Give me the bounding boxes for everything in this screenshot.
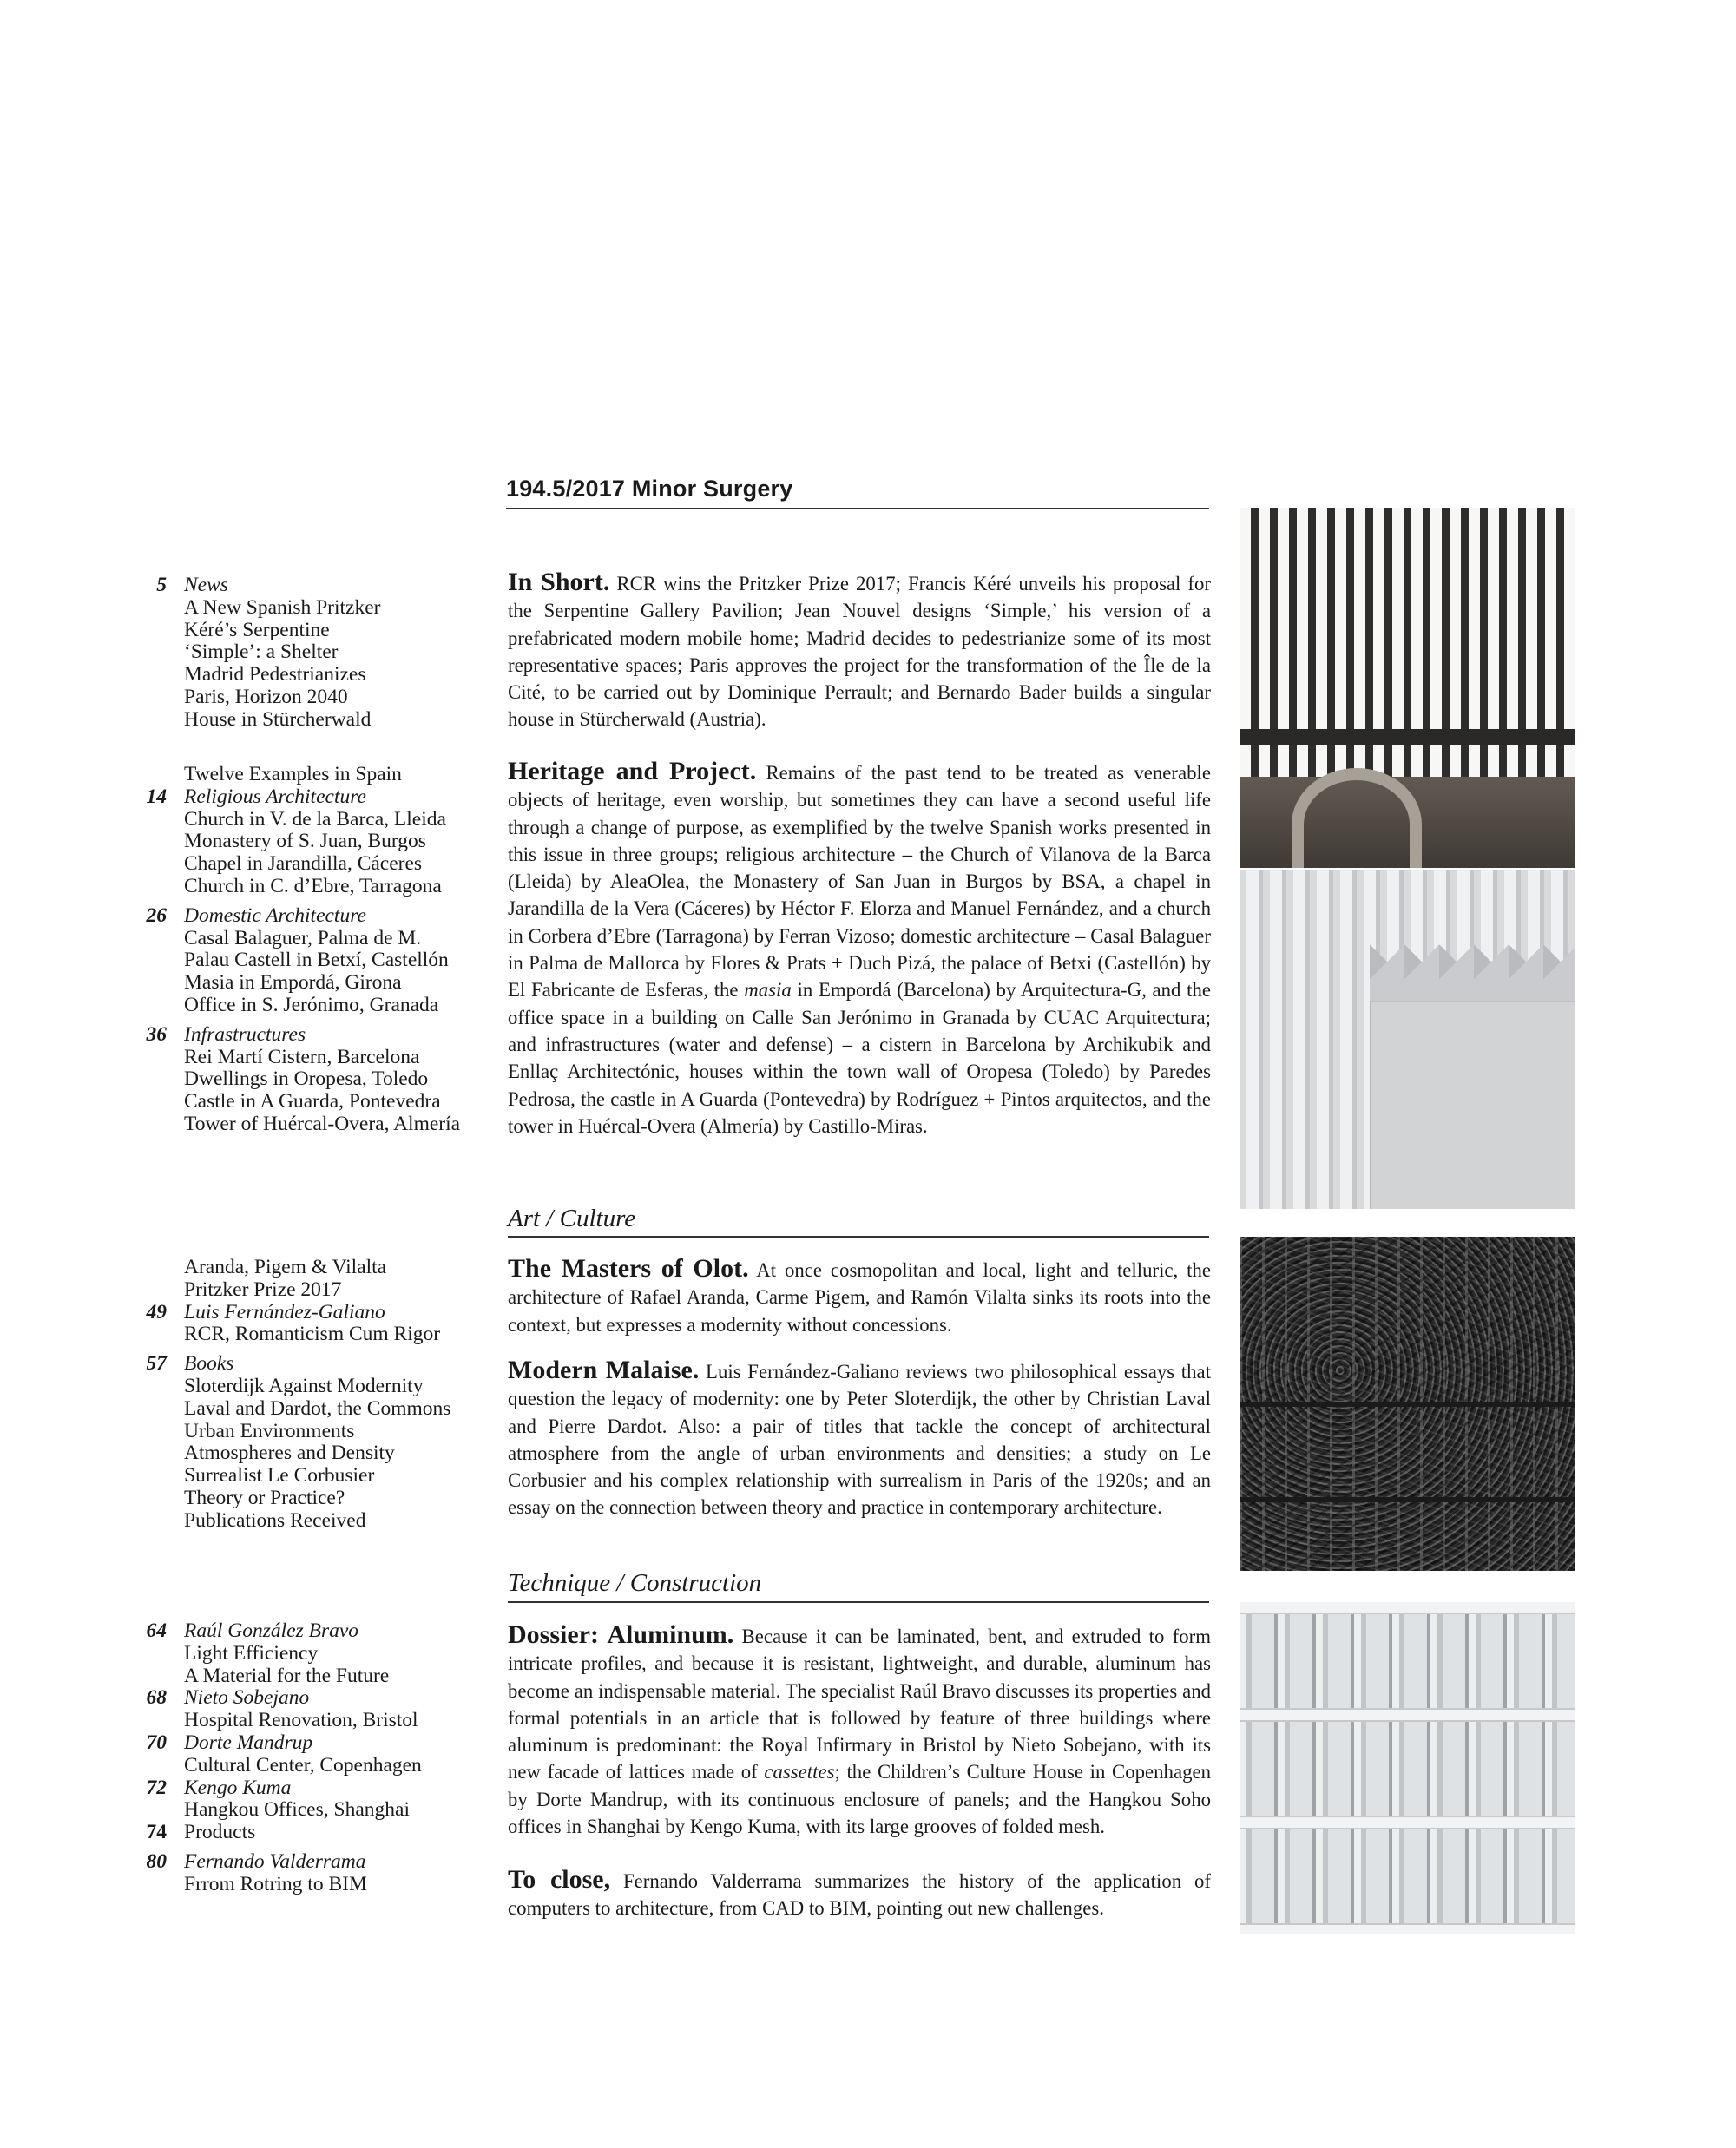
toc-entry-text: Madrid Pedestrianizes xyxy=(184,663,366,686)
toc-entry xyxy=(122,853,503,876)
toc-entry-text: Tower of Huércal-Overa, Almería xyxy=(184,1112,461,1135)
toc-entry xyxy=(122,1353,503,1376)
toc-entry-text: A Material for the Future xyxy=(184,1664,390,1687)
toc-entry-text: Dwellings in Oropesa, Toledo xyxy=(184,1067,429,1091)
paragraph-to-close xyxy=(508,1866,1211,1922)
paragraph-body: in Empordá (Barcelona) by Arquitectura-G, and the office space in a building on Calle San Jerónimo in Granada by CUAC Arquitectura; and infrastructures (water and defense) – a cistern in Barcelona by Archikubik and Enllaç Architectónic, houses within the town wall of Oropesa (Toledo) by Paredes Pedrosa, the castle in A Guarda (Pontevedra) by Rodríguez + Pintos arquitectos, and the tower in Huércal-Overa (Almería) by Castillo-Miras. xyxy=(508,979,1211,1137)
toc-page-number: 57 xyxy=(146,1352,167,1376)
toc-entry-text: Infrastructures xyxy=(184,1022,306,1046)
toc-page-number: 49 xyxy=(146,1300,167,1324)
toc-entry-text: Paris, Horizon 2040 xyxy=(184,685,348,708)
paragraph-emphasis: masia xyxy=(744,979,792,1002)
toc-entry xyxy=(122,1732,503,1755)
photo-pleated-facade xyxy=(1240,870,1575,1209)
toc-entry xyxy=(122,1257,503,1279)
toc-entry-text: Fernando Valderrama xyxy=(184,1849,366,1873)
toc-entry xyxy=(122,809,503,831)
toc-entry xyxy=(122,1777,503,1800)
toc-entry-text: Palau Castell in Betxí, Castellón xyxy=(184,949,449,972)
toc-page-number: 26 xyxy=(146,903,167,927)
toc-entry-text: A New Spanish Pritzker xyxy=(184,595,381,619)
issue-title: 194.5/2017 Minor Surgery xyxy=(506,476,793,502)
toc-entry xyxy=(122,1068,503,1091)
photo-horizontal-bar xyxy=(1240,1497,1575,1502)
toc-entry-text: Urban Environments xyxy=(184,1419,355,1442)
toc-entry xyxy=(122,949,503,972)
toc-entry-text: Hospital Renovation, Bristol xyxy=(184,1709,418,1732)
toc-page-number: 36 xyxy=(146,1022,167,1046)
toc-entry xyxy=(122,786,503,809)
toc-entry xyxy=(122,1047,503,1069)
toc-entry-text: Light Efficiency xyxy=(184,1641,319,1665)
toc-entry-text: Atmospheres and Density xyxy=(184,1442,395,1465)
toc-entry xyxy=(122,641,503,664)
toc-entry-text: Publications Received xyxy=(184,1508,366,1532)
toc-entry xyxy=(122,905,503,928)
paragraph-body: Because it can be laminated, bent, and extruded to form intricate profiles, and because it is resistant, lightweight, and durable, aluminum has become an indispensable material. The specialist Raúl Bravo discusses its properties and formal potentials in an article that is followed by feature of three buildings where aluminum is predominant: the Royal Infirmary in Bristol by Nieto Sobejano, with its new facade of lattices made of xyxy=(508,1626,1211,1783)
toc-page-number: 5 xyxy=(156,574,167,596)
paragraph-body: Luis Fernández-Galiano reviews two philosophical essays that question the legacy of modernity: one by Peter Sloterdijk, the other by Christian Laval and Pierre Dardot. Also: a pair of titles that tackle the concept of architectural atmosphere from the angle of urban environments and densities; a study on Le Corbusier and his complex relationship with surrealism in Paris of the 1920s; and an essay on the connection between theory and practice in contemporary architecture. xyxy=(508,1361,1211,1519)
paragraph-lead: Heritage and Project. xyxy=(508,757,757,785)
paragraph-lead: In Short. xyxy=(508,568,610,596)
toc-entry-text: Office in S. Jerónimo, Granada xyxy=(184,993,439,1016)
paragraph-masters xyxy=(508,1255,1211,1338)
toc-entry xyxy=(122,1113,503,1136)
toc-entry-text: Chapel in Jarandilla, Cáceres xyxy=(184,852,423,876)
section-rule xyxy=(508,1601,1209,1603)
toc-entry-text: Pritzker Prize 2017 xyxy=(184,1278,342,1301)
toc-entry xyxy=(122,597,503,620)
toc-entry xyxy=(122,764,503,786)
toc-entry xyxy=(122,709,503,732)
toc-entry xyxy=(122,1279,503,1302)
toc-entry xyxy=(122,1442,503,1465)
toc-entry xyxy=(122,1302,503,1324)
toc-page-number: 80 xyxy=(146,1849,167,1873)
toc-entry-text: Cultural Center, Copenhagen xyxy=(184,1753,422,1777)
toc-page-number: 14 xyxy=(146,785,167,808)
toc-entry xyxy=(122,995,503,1017)
toc-entry-text: Theory or Practice? xyxy=(184,1486,345,1509)
paragraph-body: Remains of the past tend to be treated as venerable objects of heritage, even worship, but sometimes they can have a second useful life through a change of purpose, as exemplified by the twelve Spanish works presented in this issue in three groups; religious architecture – the Church of Vilanova de la Barca (Lleida) by AleaOlea, the Monastery of San Juan in Burgos by BSA, a chapel in Jarandilla de la Vera (Cáceres) by Héctor F. Elorza and Manuel Fernández, and a church in Corbera d’Ebre (Tarragona) by Ferran Vizoso; domestic architecture – Casal Balaguer in Palma de Mallorca by Flores & Prats + Duch Pizá, the palace of Betxi (Castellón) by El Fabricante de Esferas, the xyxy=(508,762,1211,1002)
photo-sill xyxy=(1240,1602,1575,1613)
paragraph-body: At once cosmopolitan and local, light and telluric, the architecture of Rafael Aranda, Carme Pigem, and Ramón Vilalta sinks its roots into the context, but expresses a modernity without concessions. xyxy=(508,1259,1211,1336)
toc-entry-text: Hangkou Offices, Shanghai xyxy=(184,1798,410,1822)
toc-group-news xyxy=(122,575,503,732)
toc-entry-text: ‘Simple’: a Shelter xyxy=(184,640,339,664)
toc-entry xyxy=(122,1376,503,1398)
section-heading-art: Art / Culture xyxy=(508,1205,636,1232)
toc-entry-text: Products xyxy=(184,1821,256,1844)
header-rule xyxy=(506,508,1209,509)
toc-entry xyxy=(122,1024,503,1047)
toc-entry xyxy=(122,686,503,709)
toc-entry-text: House in Stürcherwald xyxy=(184,707,372,731)
toc-entry-text: Masia in Empordá, Girona xyxy=(184,971,402,995)
paragraph-heritage xyxy=(508,758,1211,1140)
toc-entry xyxy=(122,1755,503,1777)
toc-entry xyxy=(122,1421,503,1443)
toc-entry xyxy=(122,1851,503,1874)
toc-entry-text: Dorte Mandrup xyxy=(184,1731,313,1754)
photo-sill xyxy=(1240,1817,1575,1828)
toc-entry-text: News xyxy=(184,574,228,596)
toc-group-technique xyxy=(122,1620,503,1896)
toc-group-culture xyxy=(122,1257,503,1533)
photo-window-band xyxy=(1240,1614,1575,1708)
toc-entry-text: Surrealist Le Corbusier xyxy=(184,1464,375,1488)
paragraph-malaise xyxy=(508,1356,1211,1521)
photo-flat-panel xyxy=(1370,1001,1575,1209)
toc-entry xyxy=(122,1465,503,1488)
toc-entry-text: Monastery of S. Juan, Burgos xyxy=(184,830,426,853)
toc-page-number: 72 xyxy=(146,1776,167,1799)
toc-entry-text: Kengo Kuma xyxy=(184,1776,292,1799)
photo-window-band xyxy=(1240,1722,1575,1816)
toc-entry-text: Domestic Architecture xyxy=(184,903,366,927)
toc-page-number: 64 xyxy=(146,1619,167,1642)
toc-entry xyxy=(122,1687,503,1710)
toc-entry-text: Nieto Sobejano xyxy=(184,1686,310,1710)
toc-entry xyxy=(122,664,503,686)
photo-sill xyxy=(1240,1710,1575,1720)
toc-entry xyxy=(122,831,503,853)
paragraph-body: ; the Children’s Culture House in Copenhagen by Dorte Mandrup, with its continuous enclosure of panels; and the Hangkou Soho offices in Shanghai by Kengo Kuma, with its large grooves of folded mesh. xyxy=(508,1761,1211,1838)
photo-sill xyxy=(1240,1925,1575,1934)
paragraph-in-short xyxy=(508,568,1211,733)
toc-entry xyxy=(122,620,503,642)
section-heading-technique: Technique / Construction xyxy=(508,1569,762,1597)
photo-lattice-beam xyxy=(1240,729,1575,745)
paragraph-lead: To close, xyxy=(508,1865,611,1894)
paragraph-lead: Dossier: Aluminum. xyxy=(508,1620,734,1649)
toc-entry-text: Religious Architecture xyxy=(184,785,366,808)
toc-entry-text: Casal Balaguer, Palma de M. xyxy=(184,926,422,949)
paragraph-lead: Modern Malaise. xyxy=(508,1356,700,1384)
photo-window-band xyxy=(1240,1829,1575,1923)
toc-entry xyxy=(122,1398,503,1421)
toc-page-number: 70 xyxy=(146,1731,167,1754)
toc-entry-text: Aranda, Pigem & Vilalta xyxy=(184,1256,387,1278)
toc-entry xyxy=(122,1799,503,1822)
toc-entry xyxy=(122,1822,503,1844)
toc-page-number: 68 xyxy=(146,1686,167,1710)
photo-horizontal-bar xyxy=(1240,1402,1575,1407)
toc-entry xyxy=(122,1510,503,1533)
toc-group-spain xyxy=(122,764,503,1136)
toc-entry-text: Frrom Rotring to BIM xyxy=(184,1872,367,1895)
toc-entry xyxy=(122,928,503,950)
toc-entry xyxy=(122,1091,503,1113)
toc-entry-text: Church in V. de la Barca, Lleida xyxy=(184,807,446,831)
toc-page-number: 74 xyxy=(146,1821,167,1844)
toc-entry-text: Kéré’s Serpentine xyxy=(184,618,330,641)
paragraph-dossier xyxy=(508,1621,1211,1840)
toc-entry-text: Church in C. d’Ebre, Tarragona xyxy=(184,874,442,897)
toc-entry xyxy=(122,1324,503,1346)
toc-entry xyxy=(122,1665,503,1688)
toc-entry xyxy=(122,1710,503,1732)
section-rule xyxy=(508,1236,1209,1238)
toc-entry-text: RCR, Romanticism Cum Rigor xyxy=(184,1323,441,1346)
photo-dark-mesh-facade xyxy=(1240,1237,1575,1571)
toc-entry xyxy=(122,575,503,597)
toc-entry-text: Sloterdijk Against Modernity xyxy=(184,1374,424,1397)
toc-entry xyxy=(122,1620,503,1643)
toc-entry-text: Castle in A Guarda, Pontevedra xyxy=(184,1090,441,1113)
toc-entry xyxy=(122,1874,503,1896)
paragraph-emphasis: cassettes xyxy=(764,1761,835,1783)
toc-entry-text: Twelve Examples in Spain xyxy=(184,763,402,785)
toc-entry-text: Books xyxy=(184,1352,234,1376)
toc-entry-text: Rei Martí Cistern, Barcelona xyxy=(184,1045,420,1068)
photo-folds xyxy=(1370,923,1575,1001)
toc-entry xyxy=(122,876,503,898)
toc-entry-text: Laval and Dardot, the Commons xyxy=(184,1396,451,1420)
toc-entry xyxy=(122,1643,503,1665)
photo-vertical-lattice xyxy=(1240,508,1575,868)
paragraph-lead: The Masters of Olot. xyxy=(508,1254,749,1283)
toc-entry-text: Raúl González Bravo xyxy=(184,1619,359,1642)
paragraph-body: RCR wins the Pritzker Prize 2017; Francis Kéré unveils his proposal for the Serpentine Gallery Pavilion; Jean Nouvel designs ‘Simple,’ his version of a prefabricated modern mobile home; Madrid decides to pedestrianize some of its most representative spaces; Paris approves the project for the transformation of the Île de la Cité, to be carried out by Dominique Perrault; and Bernardo Bader builds a singular house in Stürcherwald (Austria). xyxy=(508,573,1211,731)
toc-entry xyxy=(122,1488,503,1510)
paragraph-body: Fernando Valderrama summarizes the history of the application of computers to architecture, from CAD to BIM, pointing out new challenges. xyxy=(508,1870,1211,1920)
toc-entry-text: Luis Fernández-Galiano xyxy=(184,1300,385,1324)
photo-aluminum-grid-facade xyxy=(1240,1602,1575,1934)
toc-entry xyxy=(122,972,503,995)
